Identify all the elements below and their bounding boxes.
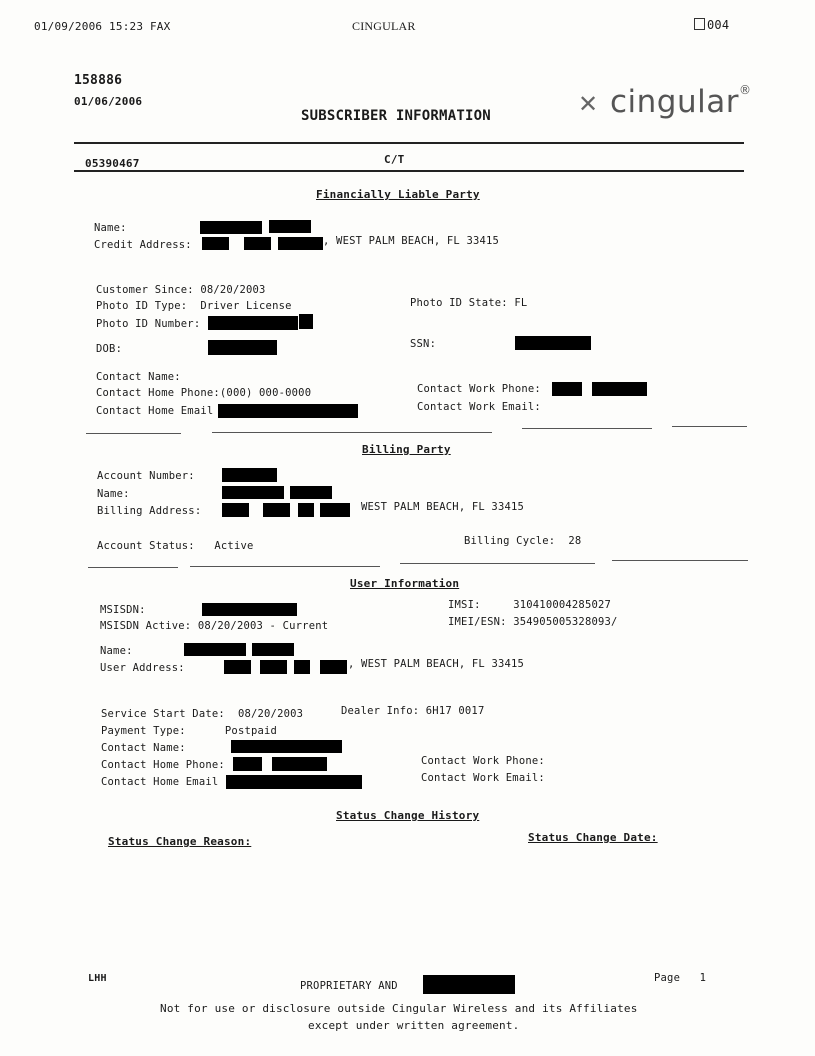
user-contact-home-email-label: Contact Home Email — [101, 776, 219, 788]
redaction-fin-email — [218, 404, 358, 418]
fax-sender: CINGULAR — [352, 19, 416, 33]
footer-initials: LHH — [88, 973, 107, 984]
status-change-reason-label: Status Change Reason: — [108, 835, 252, 848]
doc-date: 01/06/2006 — [74, 95, 143, 108]
photo-id-state: Photo ID State: FL — [410, 297, 528, 309]
redaction-ssn — [515, 336, 591, 350]
redaction-billing-addr-2 — [263, 503, 290, 517]
divider-2b — [190, 566, 380, 567]
dealer-info: Dealer Info: 6H17 0017 — [341, 705, 485, 717]
photo-id-type: Photo ID Type: Driver License — [96, 300, 292, 312]
redaction-photo-id-2 — [299, 314, 313, 329]
redaction-user-name-1 — [184, 643, 246, 656]
user-address-label: User Address: — [100, 662, 185, 674]
redaction-billing-addr-3 — [298, 503, 314, 517]
credit-address-label: Credit Address: — [94, 239, 192, 251]
redaction-fin-name-2 — [269, 220, 311, 233]
cingular-logo-text — [610, 83, 751, 120]
dob-label: DOB: — [96, 343, 123, 355]
account-id: 05390467 — [85, 157, 140, 170]
divider-1c — [522, 428, 652, 429]
user-name-label: Name: — [100, 645, 133, 657]
redaction-fin-name-1 — [200, 221, 262, 234]
account-status: Account Status: Active — [97, 540, 254, 552]
footer-proprietary: PROPRIETARY AND — [300, 980, 398, 992]
customer-since: Customer Since: 08/20/2003 — [96, 284, 266, 296]
redaction-billing-addr-4 — [320, 503, 350, 517]
divider-2d — [612, 560, 748, 561]
fax-page — [694, 18, 729, 32]
footer-notice-line2: except under written agreement. — [308, 1019, 520, 1032]
fin-contact-name-label: Contact Name: — [96, 371, 181, 383]
divider-1d — [672, 426, 747, 427]
footer-page: Page 1 — [654, 972, 707, 984]
divider-1b — [212, 432, 492, 433]
user-contact-name-label: Contact Name: — [101, 742, 186, 754]
header-rule-bottom — [74, 170, 744, 172]
fin-contact-work-phone-label: Contact Work Phone: — [417, 383, 541, 395]
redaction-fin-work-phone-2 — [592, 382, 647, 396]
status-change-date-label: Status Change Date: — [528, 831, 658, 844]
redaction-billing-name-2 — [290, 486, 332, 499]
msisdn-active: MSISDN Active: 08/20/2003 - Current — [100, 620, 329, 632]
redaction-user-addr-3 — [294, 660, 310, 674]
brand-reg: ® — [738, 83, 752, 97]
user-contact-work-phone-label: Contact Work Phone: — [421, 755, 545, 767]
redaction-credit-addr-3 — [278, 237, 323, 250]
status-heading: Status Change History — [336, 809, 480, 822]
billing-address-city: WEST PALM BEACH, FL 33415 — [361, 501, 525, 513]
service-start-date: Service Start Date: 08/20/2003 — [101, 708, 304, 720]
fin-name-label: Name: — [94, 222, 127, 234]
redaction-footer — [423, 975, 515, 994]
photo-id-number-label: Photo ID Number: — [96, 318, 201, 330]
divider-2a — [88, 567, 178, 568]
credit-address-city: , WEST PALM BEACH, FL 33415 — [323, 235, 500, 247]
redaction-user-addr-1 — [224, 660, 251, 674]
redaction-user-contact-name — [231, 740, 342, 753]
fin-contact-home-email-label: Contact Home Email — [96, 405, 214, 417]
redaction-fin-work-phone-1 — [552, 382, 582, 396]
footer-notice-line1: Not for use or disclosure outside Cingular Wireless and its Affiliates — [160, 1002, 638, 1015]
ssn-label: SSN: — [410, 338, 437, 350]
imsi: IMSI: 310410004285027 — [448, 599, 612, 611]
redaction-user-home-phone-1 — [233, 757, 262, 771]
fax-page-number: 004 — [707, 18, 730, 32]
financial-heading: Financially Liable Party — [316, 188, 480, 201]
redaction-user-home-phone-2 — [272, 757, 327, 771]
billing-name-label: Name: — [97, 488, 130, 500]
billing-address-label: Billing Address: — [97, 505, 202, 517]
redaction-photo-id — [208, 316, 298, 330]
ct-label: C/T — [384, 153, 405, 166]
redaction-billing-name-1 — [222, 486, 284, 499]
redaction-account-number — [222, 468, 277, 482]
fin-contact-work-email-label: Contact Work Email: — [417, 401, 541, 413]
redaction-msisdn — [202, 603, 297, 616]
billing-heading: Billing Party — [362, 443, 451, 456]
header-rule-top — [74, 142, 744, 144]
redaction-dob — [208, 340, 277, 355]
user-heading: User Information — [350, 577, 460, 590]
divider-1a — [86, 433, 181, 434]
cingular-logo-icon: ✕ — [578, 90, 599, 118]
divider-2c — [400, 563, 595, 564]
fin-contact-home-phone: Contact Home Phone:(000) 000-0000 — [96, 387, 312, 399]
account-number-label: Account Number: — [97, 470, 195, 482]
redaction-credit-addr-1 — [202, 237, 229, 250]
redaction-user-email — [226, 775, 362, 789]
billing-cycle: Billing Cycle: 28 — [464, 535, 582, 547]
fax-datetime: 01/09/2006 15:23 FAX — [34, 20, 171, 33]
fax-page-icon — [694, 18, 705, 30]
brand-name: cingular — [610, 84, 739, 120]
redaction-user-addr-4 — [320, 660, 347, 674]
redaction-billing-addr-1 — [222, 503, 249, 517]
redaction-user-name-2 — [252, 643, 294, 656]
imei-esn: IMEI/ESN: 354905005328093/ — [448, 616, 618, 628]
msisdn-label: MSISDN: — [100, 604, 146, 616]
user-address-city: , WEST PALM BEACH, FL 33415 — [348, 658, 525, 670]
user-contact-home-phone-label: Contact Home Phone: — [101, 759, 225, 771]
ref-number: 158886 — [74, 73, 123, 88]
page-title: SUBSCRIBER INFORMATION — [301, 108, 491, 124]
redaction-user-addr-2 — [260, 660, 287, 674]
payment-type: Payment Type: Postpaid — [101, 725, 278, 737]
user-contact-work-email-label: Contact Work Email: — [421, 772, 545, 784]
redaction-credit-addr-2 — [244, 237, 271, 250]
